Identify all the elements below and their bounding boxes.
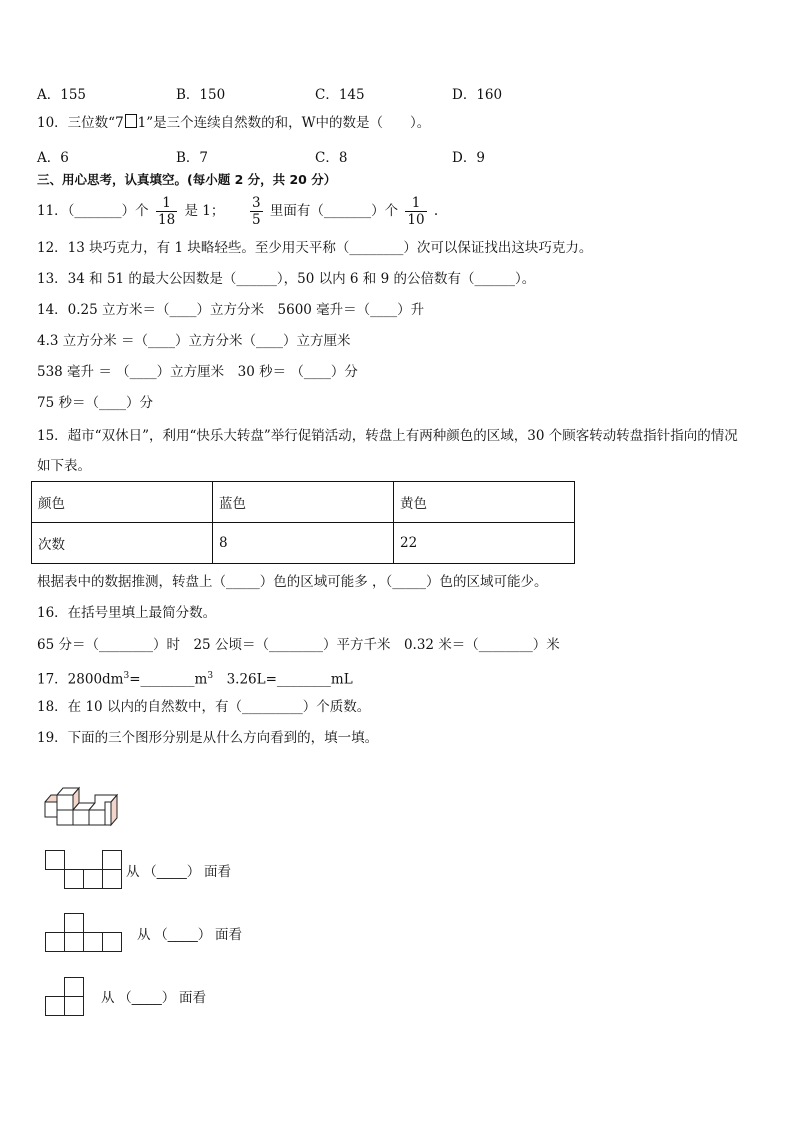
- q11-part3: 里面有（_______）个: [269, 203, 399, 219]
- grid-square: [84, 870, 103, 889]
- q19-stem: 19．下面的三个图形分别是从什么方向看到的，填一填。: [37, 730, 379, 746]
- q16-line-2: 65 分＝（________）时 25 公顷＝（________）平方千米 0.32 米＝（________）米: [37, 637, 560, 653]
- table-row: [32, 482, 575, 523]
- grid-square: [65, 870, 84, 889]
- fraction-numerator: 1: [156, 195, 177, 212]
- q14-line-3: 538 毫升 ＝ （____）立方厘米 30 秒＝ （____）分: [37, 364, 358, 380]
- view-1-figure: [45, 850, 125, 890]
- q11-part1: 11．（_______）个: [37, 203, 149, 219]
- fraction-3-5: [250, 195, 263, 228]
- q14-line-4: 75 秒＝（____）分: [37, 395, 153, 411]
- table-header-cell: 颜色: [32, 482, 213, 523]
- q15-stem-line-2: 如下表。: [37, 458, 91, 474]
- q12-stem: 12．13 块巧克力，有 1 块略轻些。至少用天平称（________）次可以保证找出这块巧克力。: [37, 240, 593, 256]
- cube-front-face: [57, 810, 73, 825]
- q14-line-1: 14．0.25 立方米＝（____）立方分米 5600 毫升＝（____）升: [37, 302, 425, 318]
- q17-part1: 17．2800dm: [37, 671, 124, 688]
- q10-stem: [37, 114, 430, 132]
- fraction-denominator: 5: [251, 212, 261, 228]
- q19-view-3-label: 从 （____） 面看: [101, 990, 207, 1005]
- fraction-numerator: 3: [251, 195, 261, 211]
- grid-square: [46, 851, 65, 870]
- table-cell: 次数: [32, 523, 213, 564]
- q9-option-d: D．160: [452, 87, 503, 103]
- q10-stem-pre: 10．三位数“7: [37, 115, 124, 131]
- fraction-denominator: 18: [157, 212, 176, 228]
- q10-option-d: D．9: [452, 150, 485, 166]
- q17-superscript: 3: [207, 671, 214, 681]
- grid-square: [103, 933, 122, 952]
- q9-option-a: A．155: [37, 87, 87, 103]
- fraction-denominator: 10: [407, 212, 425, 228]
- grid-square: [65, 997, 84, 1016]
- grid-square: [46, 997, 65, 1016]
- q10-option-b: B．7: [176, 150, 209, 166]
- table-cell: 22: [394, 523, 575, 564]
- q15-question: 根据表中的数据推测，转盘上（_____）色的区域可能多 ，（_____）色的区域可能少。: [37, 574, 548, 590]
- q19-view-2-label: 从 （____） 面看: [137, 927, 243, 942]
- view-3-figure: [45, 977, 87, 1019]
- q18-stem: 18．在 10 以内的自然数中，有（_________）个质数。: [37, 699, 371, 715]
- cube-stack-figure: [43, 783, 125, 829]
- q11-line: [37, 193, 438, 229]
- q13-stem: 13．34 和 51 的最大公因数是（______），50 以内 6 和 9 的公倍数有（______）。: [37, 271, 536, 287]
- grid-square: [84, 933, 103, 952]
- q11-part4: .: [433, 203, 439, 219]
- cube-front-face: [105, 802, 111, 825]
- q10-option-c: C．8: [315, 150, 348, 166]
- q17-superscript: 3: [123, 671, 130, 681]
- digit-box-icon: [125, 114, 137, 128]
- grid-square: [65, 978, 84, 997]
- view-2-figure: [45, 913, 125, 953]
- cube-front-face: [57, 795, 73, 810]
- table-row: [32, 523, 575, 564]
- q14-line-2: 4.3 立方分米 ＝（____）立方分米（____）立方厘米: [37, 333, 351, 349]
- q17-stem: [37, 667, 353, 689]
- q19-view-1-label: 从 （____） 面看: [126, 864, 232, 879]
- q10-option-a: A．6: [37, 150, 69, 166]
- grid-square: [65, 914, 84, 933]
- grid-square: [65, 933, 84, 952]
- grid-square: [103, 851, 122, 870]
- cube-front-face: [73, 810, 89, 825]
- grid-square: [46, 933, 65, 952]
- q15-data-table: [31, 481, 575, 564]
- cube-front-face: [89, 810, 105, 825]
- q9-option-c: C．145: [315, 87, 365, 103]
- section-3-heading: 三、用心思考，认真填空。(每小题 2 分，共 20 分）: [37, 172, 337, 187]
- q16-stem: 16．在括号里填上最简分数。: [37, 605, 217, 621]
- table-header-cell: 蓝色: [213, 482, 394, 523]
- q17-part3: 3.26L=________mL: [213, 671, 353, 688]
- fraction-1-18: [156, 195, 177, 228]
- fraction-numerator: 1: [405, 195, 426, 212]
- table-cell: 8: [213, 523, 394, 564]
- q9-option-b: B．150: [176, 87, 226, 103]
- grid-square: [103, 870, 122, 889]
- q17-part2: =________m: [129, 671, 208, 688]
- cube-front-face: [45, 802, 57, 817]
- q10-stem-post: 1”是三个连续自然数的和，W中的数是（ ）。: [137, 115, 431, 131]
- q11-part2: 是 1；: [184, 203, 225, 219]
- q15-stem-line-1: 15．超市“双休日”，利用“快乐大转盘”举行促销活动，转盘上有两种颜色的区域，30 个顾客转动转盘指针指向的情况: [37, 428, 738, 444]
- table-header-cell: 黄色: [394, 482, 575, 523]
- fraction-1-10: [405, 195, 426, 228]
